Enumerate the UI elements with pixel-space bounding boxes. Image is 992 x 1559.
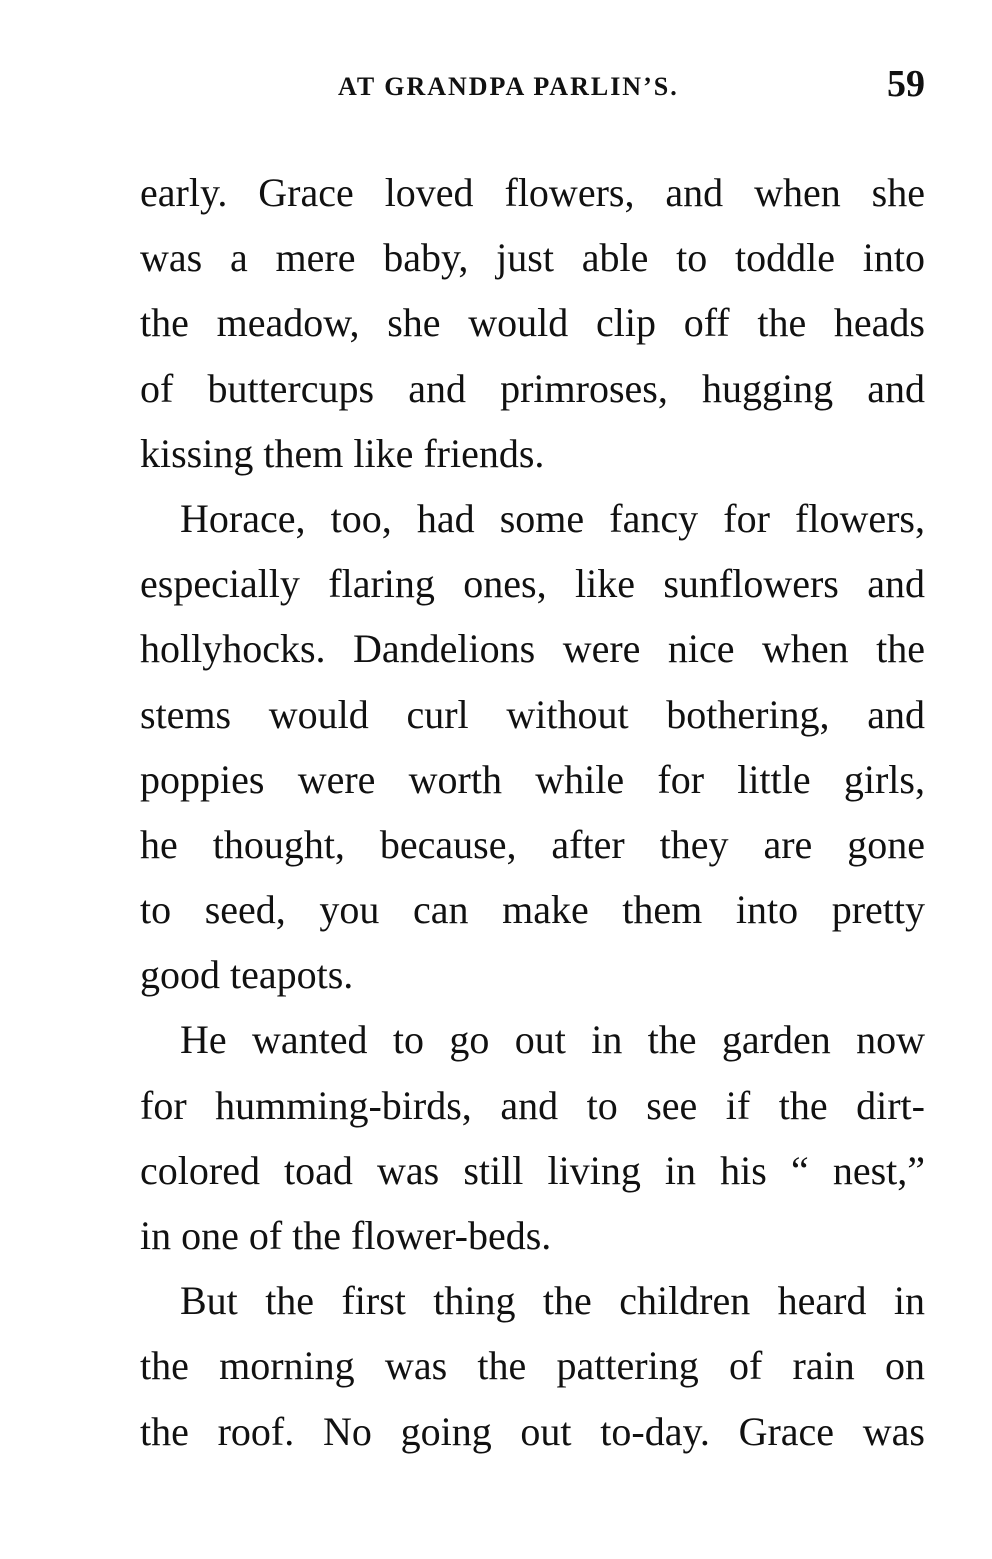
page-number: 59 — [887, 63, 925, 105]
text-line: especially flaring ones, like sunflowers and — [140, 561, 925, 607]
text-line: Horace, too, had some fancy for flowers, — [180, 495, 925, 541]
text-line: for humming-birds, and to see if the dirt- — [140, 1082, 925, 1128]
text-line: But the first thing the children heard in — [180, 1278, 925, 1324]
text-line: early. Grace loved flowers, and when she — [140, 170, 925, 215]
text-line: was a mere baby, just able to toddle into — [140, 235, 925, 281]
text-line: the morning was the pattering of rain on — [140, 1343, 925, 1389]
text-line: in one of the flower-beds. — [140, 1213, 552, 1258]
text-line: he thought, because, after they are gone — [140, 821, 925, 867]
text-line: kissing them like friends. — [140, 430, 545, 476]
text-line: colored toad was still living in his “ nest,” — [140, 1147, 925, 1193]
text-line: good teapots. — [140, 952, 354, 998]
text-line: the meadow, she would clip off the heads — [140, 300, 925, 346]
text-line: stems would curl without bothering, and — [140, 691, 925, 737]
text-line: of buttercups and primroses, hugging and — [140, 365, 925, 411]
text-line: poppies were worth while for little girls, — [140, 756, 925, 802]
text-line: hollyhocks. Dandelions were nice when the — [140, 626, 925, 672]
text-line: to seed, you can make them into pretty — [140, 887, 925, 933]
body-text — [140, 160, 925, 1464]
text-line: He wanted to go out in the garden now — [180, 1017, 925, 1063]
text-line: the roof. No going out to-day. Grace was — [140, 1408, 925, 1454]
running-title: AT GRANDPA PARLIN’S. — [338, 72, 679, 101]
running-head — [140, 63, 925, 106]
